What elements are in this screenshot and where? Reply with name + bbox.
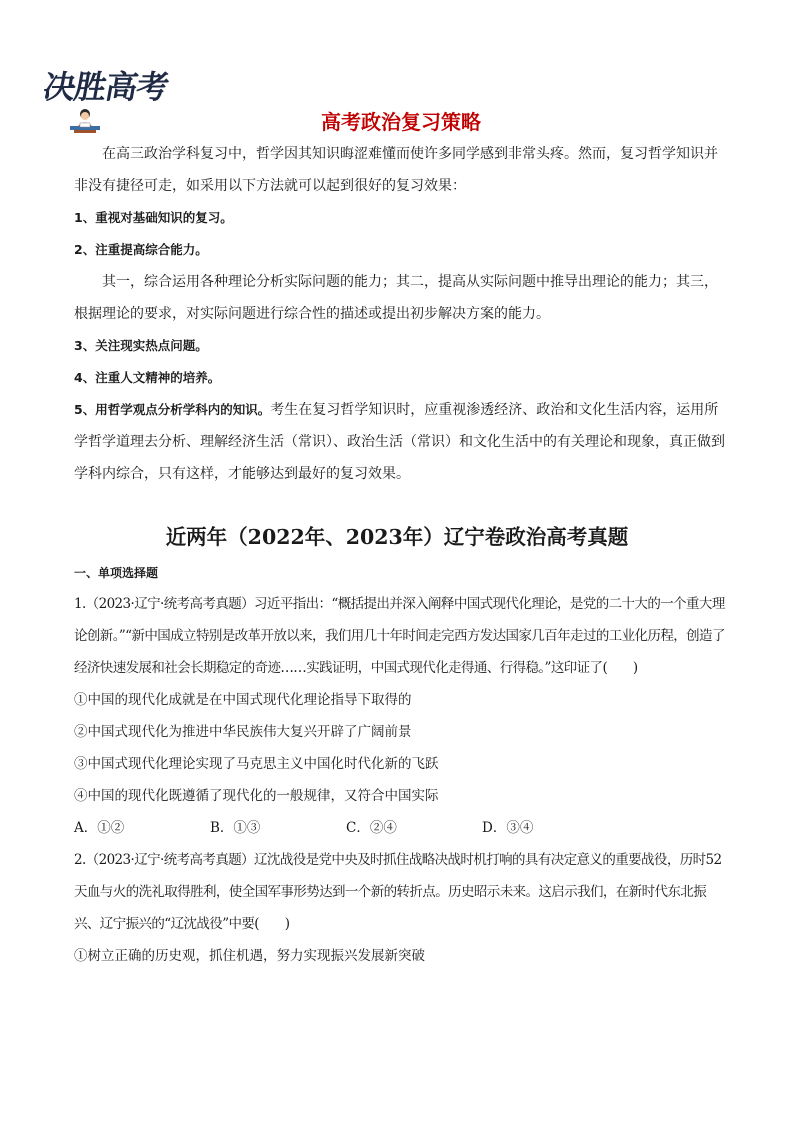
strategy-section — [74, 138, 728, 490]
page-title-text: 高考政治复习策略 — [321, 110, 481, 134]
intro-paragraph: 在高三政治学科复习中，哲学因其知识晦涩难懂而使许多同学感到非常头疼。然而，复习哲学知识并非没有捷径可走，如采用以下方法就可以起到很好的复习效果： — [74, 146, 718, 194]
exam-section — [74, 558, 728, 972]
question-1-item-2: ②中国式现代化为推进中华民族伟大复兴开辟了广阔前景 — [74, 724, 412, 740]
point-3: 3、关注现实热点问题。 — [74, 338, 208, 353]
point-5 — [74, 394, 728, 490]
option-b: B．①③ — [210, 820, 261, 836]
question-1-item-3: ③中国式现代化理论实现了马克思主义中国化时代化新的飞跃 — [74, 756, 439, 772]
point-5-text: 考生在复习哲学知识时，应重视渗透经济、政治和文化生活内容，运用所学哲学道理去分析、理解经济生活（常识）、政治生活（常识）和文化生活中的有关理论和现象，真正做到学科内综合，只有这样，才能够达到最好的复习效果。 — [74, 402, 725, 482]
question-2-stem: 2.（2023·辽宁·统考高考真题）辽沈战役是党中央及时抓住战略决战时机打响的具有决定意义的重要战役，历时52天血与火的洗礼取得胜利，使全国军事形势达到一个新的转折点。历史昭示未来。这启示我们，在新时代东北振兴、辽宁振兴的“辽沈战役”中要( ) — [74, 852, 722, 932]
point-1: 1、重视对基础知识的复习。 — [74, 210, 233, 225]
question-1-stem: 1.（2023·辽宁·统考高考真题）习近平指出：“概括提出并深入阐释中国式现代化理论，是党的二十大的一个重大理论创新。”“新中国成立特别是改革开放以来，我们用几十年时间走完西方发达国家几百年走过的工业化历程，创造了经济快速发展和社会长期稳定的奇迹……实践证明，中国式现代化走得通、行得稳。”这印证了( ) — [74, 596, 725, 676]
point-4: 4、注重人文精神的培养。 — [74, 370, 221, 385]
exam-title: 近两年（2022年、2023年）辽宁卷政治高考真题 — [165, 525, 629, 549]
option-d: D．③④ — [482, 820, 534, 836]
logo-text: 决胜高考 — [40, 68, 172, 106]
option-c: C．②④ — [346, 820, 397, 836]
page-title — [0, 106, 794, 135]
question-1-item-4: ④中国的现代化既遵循了现代化的一般规律，又符合中国实际 — [74, 788, 439, 804]
point-2-detail: 其一，综合运用各种理论分析实际问题的能力；其二，提高从实际问题中推导出理论的能力；其三，根据理论的要求，对实际问题进行综合性的描述或提出初步解决方案的能力。 — [74, 274, 718, 322]
option-a: A．①② — [74, 820, 125, 836]
section-heading: 一、单项选择题 — [74, 566, 159, 580]
question-1-options — [74, 812, 728, 844]
question-2-item-1: ①树立正确的历史观，抓住机遇，努力实现振兴发展新突破 — [74, 948, 425, 964]
point-5-heading: 5、用哲学观点分析学科内的知识。 — [74, 402, 271, 417]
point-2: 2、注重提高综合能力。 — [74, 242, 208, 257]
question-1-item-1: ①中国的现代化成就是在中国式现代化理论指导下取得的 — [74, 692, 412, 708]
